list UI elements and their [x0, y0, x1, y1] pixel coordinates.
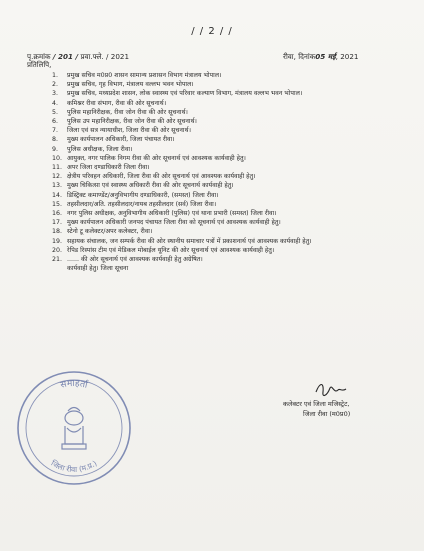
list-item-text: पुलिस अधीक्षक, जिला रीवा।	[67, 145, 133, 153]
list-item	[52, 181, 364, 190]
list-item	[52, 246, 364, 255]
list-item	[52, 172, 364, 181]
list-item-number: 5.	[52, 108, 59, 116]
stamp-bottom-text: जिला रीवा (म.प्र.)	[49, 458, 99, 475]
list-item-number: 1.	[52, 72, 59, 79]
emblem-icon	[62, 408, 86, 450]
list-item-number: 14.	[52, 191, 63, 199]
list-item-text: डिस्ट्रिक्ट कमाण्डेंट/अनुविभागीय दण्डाधिकारी, (समस्त) जिला रीवा।	[67, 191, 219, 199]
list-item	[52, 126, 364, 135]
list-item-text: ...... की ओर सूचनार्थ एवं आवश्यक कार्यवाही हेतु अग्रेषित।	[67, 256, 203, 264]
list-item-text: जिला एवं सत्र न्यायाधीश, जिला रीवा की ओर सूचनार्थ।	[67, 127, 191, 135]
list-item-number: 13.	[52, 182, 63, 190]
list-item	[52, 200, 364, 209]
list-item-text: पुलिस महानिरीक्षक, रीवा जोन रीवा की ओर सूचनार्थ।	[67, 108, 188, 116]
list-item-text: प्रमुख सचिव म0प्र0 शासन सामान्य प्रशासन विभाग मंत्रालय भोपाल।	[67, 72, 222, 79]
list-item-number	[52, 264, 67, 273]
list-item-number: 21.	[52, 256, 63, 264]
list-item-text: क्षेत्रीय परिवहन अधिकारी, जिला रीवा की ओर सूचनार्थ एवं आवश्यक कार्यवाही हेतु।	[67, 173, 256, 181]
list-item	[52, 264, 364, 273]
list-item-number: 9.	[52, 145, 59, 153]
list-item-number: 18.	[52, 228, 63, 236]
list-item-number: 4.	[52, 99, 59, 107]
list-item-text: नगर पुलिस अधीक्षक, अनुविभागीय अधिकारी (पुलिस) एवं थाना प्रभारी (समस्त) जिला रीवा।	[67, 210, 277, 218]
list-item-text: तहसीलदार/अति. तहसीलदार/नायब तहसीलदार (सर्व) जिला रीवा।	[67, 200, 217, 208]
list-item-text: प्रमुख सचिव, मध्यप्रदेश शासन, लोक स्वास्थ्य एवं परिवार कल्याण विभाग, मंत्रालय वल्लभ भवन भोपाल।	[67, 90, 303, 98]
date-year: , 2021	[335, 52, 359, 61]
list-item-number: 17.	[52, 219, 63, 227]
signatory-district: जिला रीवा (म0प्र0)	[303, 410, 351, 418]
list-item-number: 20.	[52, 246, 63, 254]
list-item-text: मुख्य कार्यपालन अधिकारी जनपद पंचायत जिला रीवा को सूचनार्थ एवं आवश्यक कार्यवाही हेतु।	[67, 219, 281, 227]
copy-to-heading: प्रतिलिपि,	[27, 61, 52, 69]
list-item-number: 8.	[52, 136, 59, 144]
list-item-text: मुख्य चिकित्सा एवं स्वास्थ्य अधिकारी रीवा की ओर सूचनार्थ कार्यवाही हेतु।	[67, 182, 234, 190]
list-item-number: 2.	[52, 81, 59, 89]
list-item-text: कार्यवाही हेतु। जिला सूचना	[67, 265, 129, 273]
list-item-text: कमिश्नर रीवा संभाग, रीवा की ओर सूचनार्थ।	[67, 99, 167, 107]
list-item-number: 12.	[52, 173, 63, 181]
ref-number: / 201 /	[52, 52, 79, 61]
list-item	[52, 191, 364, 200]
list-item-text: अपर जिला दण्डाधिकारी जिला रीवा।	[67, 164, 150, 172]
ref-section: प्रवा.फ्ले. / 2021	[80, 52, 130, 61]
list-item	[52, 227, 364, 236]
date-day-month: 05 मई	[315, 52, 336, 61]
list-item-text: सहायक संचालक, जन सम्पर्क रीवा की ओर स्थानीय समाचार पत्रों में प्रकाशनार्थ एवं आवश्यक कार्यवाही हेतु।	[67, 237, 312, 245]
signature	[312, 378, 352, 400]
list-item-text: पुलिस उप महानिरीक्षक, रीवा जोन रीवा की ओर सूचनार्थ।	[67, 118, 197, 126]
list-item	[52, 80, 364, 89]
list-item	[52, 89, 364, 98]
list-item-text: स्टेनो टू कलेक्टर/अपर कलेक्टर, रीवा।	[67, 228, 153, 236]
svg-text:समाहर्ता	[60, 377, 90, 391]
list-item-number: 15.	[52, 200, 63, 208]
list-item	[52, 145, 364, 154]
list-item-text: मुख्य कार्यपालन अधिकारी, जिला पंचायत रीवा।	[67, 136, 175, 144]
list-item	[52, 209, 364, 218]
list-item-number: 16.	[52, 210, 63, 218]
date-prefix: रीवा, दिनांक	[283, 52, 316, 61]
list-item-number: 11.	[52, 164, 63, 172]
list-item-number: 3.	[52, 90, 59, 98]
list-item-number: 19.	[52, 237, 63, 245]
letter-date	[283, 52, 359, 62]
list-item	[52, 71, 364, 80]
list-item-number: 7.	[52, 127, 59, 135]
stamp-top-text: समाहर्ता	[59, 378, 89, 391]
svg-text:जिला रीवा (म.प्र.)	[50, 459, 99, 475]
ref-prefix: पृ.क्रमांक	[27, 52, 51, 61]
list-item-text: आयुक्त, नगर पालिक निगम रीवा की ओर सूचनार्थ एवं आवश्यक कार्यवाही हेतु।	[67, 154, 246, 162]
signatory-designation: कलेक्टर एवं जिला मजिस्ट्रेट,	[283, 400, 350, 408]
page-number: / / 2 / /	[191, 26, 233, 37]
list-item-number: 10.	[52, 154, 63, 162]
distribution-list	[52, 71, 364, 273]
list-item	[52, 135, 364, 144]
list-item	[52, 237, 364, 246]
list-item	[52, 99, 364, 108]
list-item-text: प्रमुख सचिव, गृह विभाग, मंत्रालय वल्लभ भवन भोपाल।	[67, 81, 194, 89]
list-item	[52, 108, 364, 117]
list-item	[52, 117, 364, 126]
list-item-number: 6.	[52, 118, 59, 126]
list-item	[52, 154, 364, 163]
list-item	[52, 255, 364, 264]
office-seal-stamp	[12, 366, 137, 491]
list-item	[52, 163, 364, 172]
list-item-text: रेपिड रिस्पांस टीम एवं मेडिकल मोबाईल यूनिट की ओर सूचनार्थ एवं आवश्यक कार्यवाही हेतु।	[67, 246, 275, 254]
list-item	[52, 218, 364, 227]
